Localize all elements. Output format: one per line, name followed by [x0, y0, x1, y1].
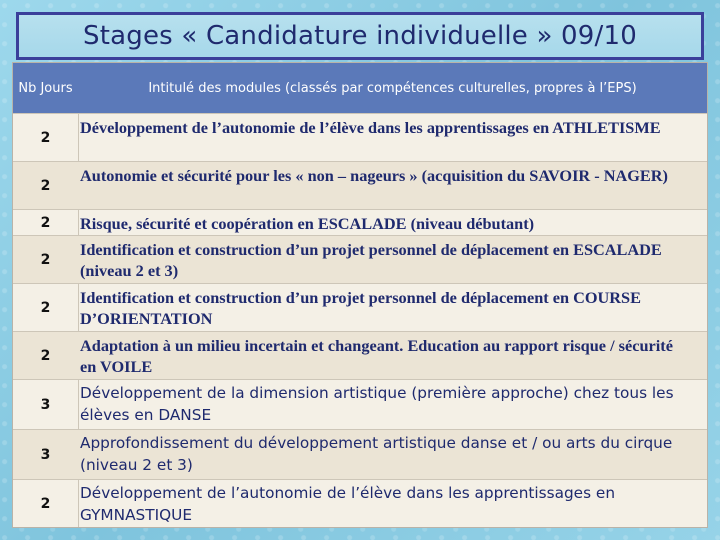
row-module: Identification et construction d’un projet personnel de déplacement en ESCALADE (niveau 2 et 3) [80, 240, 662, 280]
row-days: 3 [40, 397, 51, 413]
row-days: 2 [40, 130, 51, 146]
slide-title: Stages « Candidature individuelle » 09/10 [83, 21, 637, 51]
table-row [13, 283, 707, 332]
row-days: 2 [40, 252, 51, 268]
table-row [13, 235, 707, 284]
table-row [13, 479, 707, 528]
table-row [13, 209, 707, 236]
table-row [13, 429, 707, 480]
row-days: 2 [40, 496, 51, 512]
row-module: Autonomie et sécurité pour les « non – nageurs » (acquisition du SAVOIR - NAGER) [80, 166, 668, 185]
row-days: 2 [40, 215, 51, 231]
row-module: Identification et construction d’un projet personnel de déplacement en COURSE D’ORIENTATION [80, 288, 641, 328]
table-row [13, 331, 707, 380]
table-row [13, 161, 707, 210]
table-header [13, 63, 707, 113]
header-module-title: Intitulé des modules (classés par compétences culturelles, propres à l’EPS) [148, 80, 637, 96]
row-module: Approfondissement du développement artistique danse et / ou arts du cirque (niveau 2 et 3) [80, 434, 673, 474]
header-days: Nb Jours [18, 80, 73, 96]
slide-title-box [16, 12, 704, 60]
row-module: Développement de l’autonomie de l’élève dans les apprentissages en ATHLETISME [80, 118, 661, 137]
modules-table [12, 62, 708, 528]
table-row [13, 113, 707, 162]
row-module: Risque, sécurité et coopération en ESCALADE (niveau débutant) [80, 214, 535, 233]
row-module: Développement de l’autonomie de l’élève dans les apprentissages en GYMNASTIQUE [80, 484, 616, 524]
table-row [13, 379, 707, 430]
row-days: 2 [40, 300, 51, 316]
row-days: 2 [40, 178, 51, 194]
row-module: Adaptation à un milieu incertain et changeant. Education au rapport risque / sécurité en VOILE [80, 336, 673, 376]
row-days: 3 [40, 447, 51, 463]
row-days: 2 [40, 348, 51, 364]
row-module: Développement de la dimension artistique (première approche) chez tous les élèves en DANSE [80, 384, 674, 424]
